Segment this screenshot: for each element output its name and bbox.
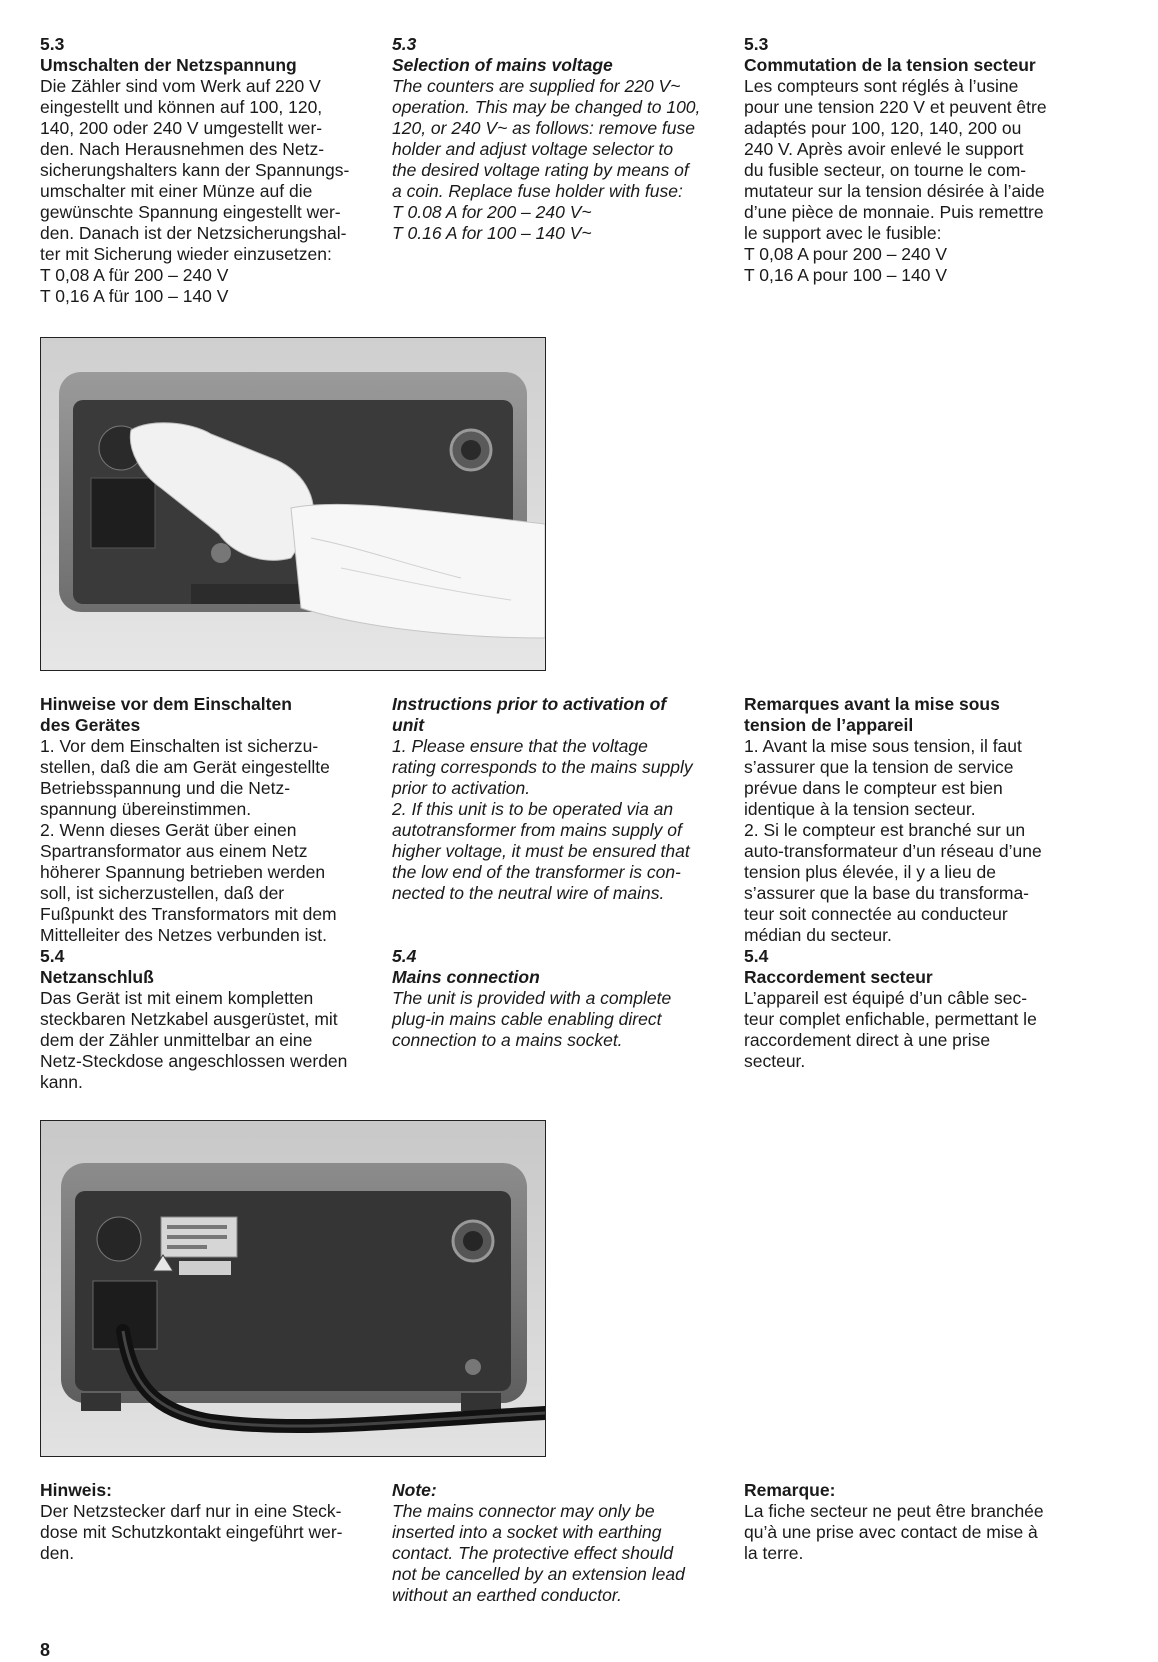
text-line: gewünschte Spannung eingestellt wer- (40, 202, 341, 222)
text-line: 2. Wenn dieses Gerät über einen (40, 820, 297, 840)
text-line: kann. (40, 1072, 83, 1092)
text-line: adaptés pour 100, 120, 140, 200 ou (744, 118, 1022, 138)
section-5-3-de (40, 34, 360, 307)
text-line: T 0,16 A pour 100 – 140 V (744, 265, 948, 285)
section-title: Raccordement secteur (744, 967, 933, 987)
photo-mains-cable (40, 1120, 546, 1457)
spacer (392, 904, 722, 925)
text-line: sicherungshalters kann der Spannungs- (40, 160, 350, 180)
note-fr (744, 1480, 1074, 1564)
photo-fuse-holder (40, 337, 546, 671)
text-line: operation. This may be changed to 100, (392, 97, 701, 117)
text-line: inserted into a socket with earthing (392, 1522, 662, 1542)
text-line: Der Netzstecker darf nur in eine Steck- (40, 1501, 342, 1521)
text-line: spannung übereinstimmen. (40, 799, 252, 819)
text-line: The unit is provided with a complete (392, 988, 672, 1008)
text-line: 1. Vor dem Einschalten ist sicherzu- (40, 736, 319, 756)
text-line: The mains connector may only be (392, 1501, 655, 1521)
text-line: höherer Spannung betrieben werden (40, 862, 326, 882)
section-title: Mains connection (392, 967, 540, 987)
section-number: 5.4 (744, 946, 769, 966)
note-title: Remarque: (744, 1480, 836, 1500)
section-title: Selection of mains voltage (392, 55, 613, 75)
section-number: 5.4 (392, 946, 417, 966)
text-line: contact. The protective effect should (392, 1543, 674, 1563)
text-line: autotransformer from mains supply of (392, 820, 682, 840)
text-line: T 0.08 A for 200 – 240 V~ (392, 202, 592, 222)
instructions-title: Remarques avant la mise sous (744, 694, 1000, 714)
text-line: dem der Zähler unmittelbar an eine (40, 1030, 313, 1050)
text-line: den. Nach Herausnehmen des Netz- (40, 139, 325, 159)
text-line: 140, 200 oder 240 V umgestellt wer- (40, 118, 323, 138)
text-line: umschalter mit einer Münze auf die (40, 181, 313, 201)
text-line: the desired voltage rating by means of (392, 160, 689, 180)
section-number: 5.3 (744, 34, 769, 54)
text-line: Fußpunkt des Transformators mit dem (40, 904, 337, 924)
note-en (392, 1480, 722, 1606)
text-line: without an earthed conductor. (392, 1585, 622, 1605)
instructions-title: Instructions prior to activation of (392, 694, 667, 714)
note-de (40, 1480, 360, 1564)
text-line: connection to a mains socket. (392, 1030, 623, 1050)
text-line: 2. Si le compteur est branché sur un (744, 820, 1026, 840)
text-line: not be cancelled by an extension lead (392, 1564, 685, 1584)
text-line: mutateur sur la tension désirée à l’aide (744, 181, 1045, 201)
text-line: teur complet enfichable, permettant le (744, 1009, 1037, 1029)
text-line: raccordement direct à une prise (744, 1030, 991, 1050)
text-line: Netz-Steckdose angeschlossen werden (40, 1051, 348, 1071)
section-title: Umschalten der Netzspannung (40, 55, 297, 75)
text-line: eingestellt und können auf 100, 120, (40, 97, 323, 117)
text-line: the low end of the transformer is con- (392, 862, 681, 882)
text-line: pour une tension 220 V et peuvent être (744, 97, 1047, 117)
text-line: T 0,08 A für 200 – 240 V (40, 265, 229, 285)
text-line: den. (40, 1543, 75, 1563)
text-line: dose mit Schutzkontakt eingeführt wer- (40, 1522, 343, 1542)
text-line: 1. Avant la mise sous tension, il faut (744, 736, 1022, 756)
text-line: a coin. Replace fuse holder with fuse: (392, 181, 683, 201)
section-5-3-fr (744, 34, 1074, 286)
section-title: Commutation de la tension secteur (744, 55, 1036, 75)
text-line: la terre. (744, 1543, 804, 1563)
section-number: 5.3 (40, 34, 65, 54)
text-line: 2. If this unit is to be operated via an (392, 799, 674, 819)
text-line: T 0.16 A for 100 – 140 V~ (392, 223, 592, 243)
text-line: 1. Please ensure that the voltage (392, 736, 648, 756)
text-line: secteur. (744, 1051, 806, 1071)
text-line: prior to activation. (392, 778, 531, 798)
text-line: médian du secteur. (744, 925, 892, 945)
text-line: s’assurer que la tension de service (744, 757, 1014, 777)
instructions-title-cont: des Gerätes (40, 715, 141, 735)
spacer (392, 925, 722, 946)
text-line: soll, ist sicherzustellen, daß der (40, 883, 285, 903)
text-line: teur soit connectée au conducteur (744, 904, 1008, 924)
text-line: Die Zähler sind vom Werk auf 220 V (40, 76, 321, 96)
text-line: tension plus élevée, il y a lieu de (744, 862, 996, 882)
text-line: qu’à une prise avec contact de mise à (744, 1522, 1038, 1542)
text-line: T 0,16 A für 100 – 140 V (40, 286, 229, 306)
text-line: ter mit Sicherung wieder einzusetzen: (40, 244, 332, 264)
text-line: L’appareil est équipé d’un câble sec- (744, 988, 1028, 1008)
text-line: 120, or 240 V~ as follows: remove fuse (392, 118, 696, 138)
note-title: Hinweis: (40, 1480, 112, 1500)
text-line: Mittelleiter des Netzes verbunden ist. (40, 925, 327, 945)
instructions-fr (744, 694, 1074, 1072)
text-line: 240 V. Après avoir enlevé le support (744, 139, 1024, 159)
section-number: 5.4 (40, 946, 65, 966)
instructions-de (40, 694, 360, 1093)
text-line: du fusible secteur, on tourne le com- (744, 160, 1027, 180)
text-line: Spartransformator aus einem Netz (40, 841, 308, 861)
section-5-3-en (392, 34, 722, 244)
device-rear-photo-2 (41, 1121, 545, 1456)
text-line: plug-in mains cable enabling direct (392, 1009, 662, 1029)
text-line: The counters are supplied for 220 V~ (392, 76, 681, 96)
instructions-en (392, 694, 722, 1051)
page-number: 8 (40, 1640, 51, 1660)
text-line: nected to the neutral wire of mains. (392, 883, 665, 903)
text-line: Betriebsspannung und die Netz- (40, 778, 291, 798)
text-line: La fiche secteur ne peut être branchée (744, 1501, 1044, 1521)
text-line: den. Danach ist der Netzsicherungshal- (40, 223, 347, 243)
instructions-title-cont: unit (392, 715, 425, 735)
text-line: steckbaren Netzkabel ausgerüstet, mit (40, 1009, 338, 1029)
text-line: holder and adjust voltage selector to (392, 139, 674, 159)
text-line: prévue dans le compteur est bien (744, 778, 1003, 798)
text-line: s’assurer que la base du transforma- (744, 883, 1029, 903)
instructions-title: Hinweise vor dem Einschalten (40, 694, 292, 714)
text-line: identique à la tension secteur. (744, 799, 976, 819)
section-number: 5.3 (392, 34, 417, 54)
note-title: Note: (392, 1480, 437, 1500)
text-line: rating corresponds to the mains supply (392, 757, 693, 777)
instructions-title-cont: tension de l’appareil (744, 715, 914, 735)
text-line: d’une pièce de monnaie. Puis remettre (744, 202, 1044, 222)
device-rear-photo-1 (41, 338, 545, 670)
text-line: T 0,08 A pour 200 – 240 V (744, 244, 948, 264)
text-line: Das Gerät ist mit einem kompletten (40, 988, 314, 1008)
text-line: le support avec le fusible: (744, 223, 942, 243)
text-line: stellen, daß die am Gerät eingestellte (40, 757, 330, 777)
text-line: higher voltage, it must be ensured that (392, 841, 690, 861)
section-title: Netzanschluß (40, 967, 154, 987)
text-line: Les compteurs sont réglés à l’usine (744, 76, 1019, 96)
text-line: auto-transformateur d’un réseau d’une (744, 841, 1042, 861)
